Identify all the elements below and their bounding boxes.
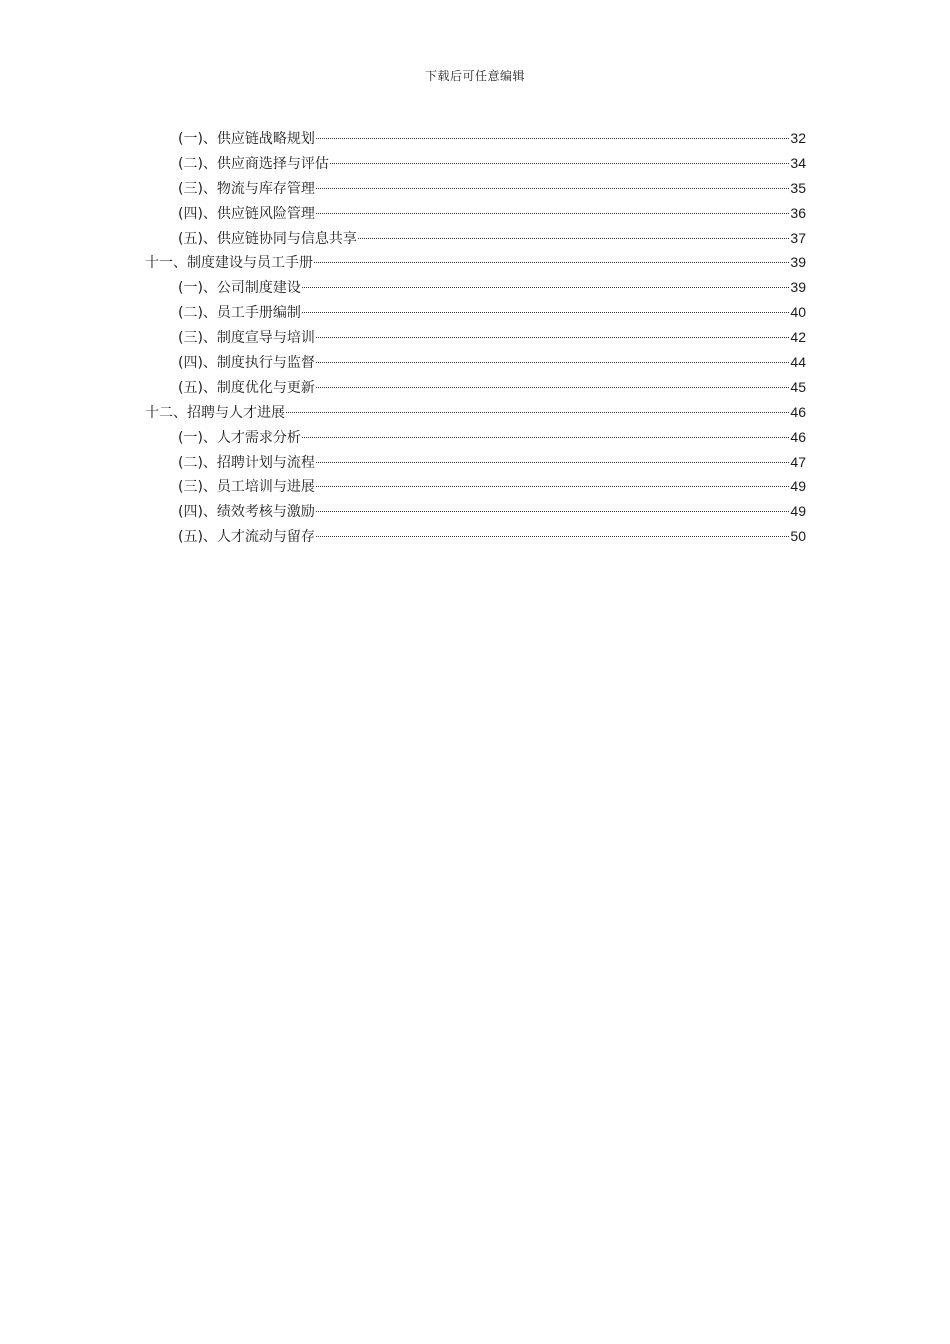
- toc-entry-title: 十二、招聘与人才进展: [145, 404, 285, 421]
- toc-entry-title: (三)、物流与库存管理: [178, 180, 315, 197]
- toc-dot-leader: [286, 412, 789, 413]
- toc-page-number: 37: [790, 229, 806, 246]
- toc-page-number: 49: [790, 478, 806, 495]
- toc-page-number: 39: [790, 254, 806, 271]
- toc-entry-title: (三)、制度宣导与培训: [178, 330, 315, 347]
- toc-page-number: 39: [790, 279, 806, 296]
- toc-dot-leader: [316, 511, 789, 512]
- toc-dot-leader: [316, 387, 789, 388]
- toc-page-number: 50: [790, 528, 806, 545]
- toc-page-number: 47: [790, 453, 806, 470]
- toc-entry[interactable]: [145, 126, 806, 151]
- toc-dot-leader: [302, 312, 789, 313]
- toc-entry-title: (五)、人才流动与留存: [178, 529, 315, 546]
- toc-entry-title: (一)、供应链战略规划: [178, 131, 315, 147]
- toc-dot-leader: [302, 437, 789, 438]
- toc-chapter-entry[interactable]: [145, 400, 806, 425]
- toc-entry-title: (一)、人才需求分析: [178, 429, 301, 446]
- toc-page-number: 46: [790, 403, 806, 420]
- toc-page-number: 42: [790, 329, 806, 346]
- toc-page-number: 40: [790, 304, 806, 321]
- toc-entry[interactable]: [145, 300, 806, 325]
- toc-entry[interactable]: [145, 350, 806, 375]
- toc-dot-leader: [316, 138, 789, 139]
- toc-entry[interactable]: [145, 275, 806, 300]
- toc-entry[interactable]: [145, 325, 806, 350]
- toc-dot-leader: [316, 462, 789, 463]
- toc-entry-title: (四)、供应链风险管理: [178, 205, 315, 222]
- toc-page-number: 49: [790, 503, 806, 520]
- toc-entry-title: (一)、公司制度建设: [178, 280, 301, 297]
- toc-entry[interactable]: [145, 176, 806, 201]
- toc-dot-leader: [316, 486, 789, 487]
- toc-dot-leader: [302, 287, 789, 288]
- toc-entry-title: 十一、制度建设与员工手册: [145, 255, 313, 272]
- toc-entry-title: (五)、制度优化与更新: [178, 379, 315, 396]
- toc-entry[interactable]: [145, 474, 806, 499]
- toc-entry[interactable]: [145, 151, 806, 176]
- toc-dot-leader: [358, 238, 789, 239]
- toc-page-number: 32: [790, 130, 806, 146]
- toc-entry-title: (二)、招聘计划与流程: [178, 454, 315, 471]
- toc-page-number: 36: [790, 204, 806, 221]
- toc-entry[interactable]: [145, 226, 806, 251]
- toc-dot-leader: [316, 213, 789, 214]
- toc-entry[interactable]: [145, 425, 806, 450]
- toc-page-number: 45: [790, 378, 806, 395]
- table-of-contents: [145, 126, 806, 549]
- toc-entry[interactable]: [145, 201, 806, 226]
- toc-entry-title: (三)、员工培训与进展: [178, 479, 315, 496]
- toc-entry-title: (二)、员工手册编制: [178, 305, 301, 322]
- toc-entry[interactable]: [145, 524, 806, 549]
- toc-page-number: 44: [790, 354, 806, 371]
- toc-entry-title: (四)、制度执行与监督: [178, 355, 315, 372]
- toc-entry[interactable]: [145, 450, 806, 475]
- toc-dot-leader: [316, 188, 789, 189]
- toc-dot-leader: [316, 337, 789, 338]
- toc-dot-leader: [316, 536, 789, 537]
- toc-page-number: 34: [790, 154, 806, 171]
- toc-entry[interactable]: [145, 375, 806, 400]
- toc-dot-leader: [314, 262, 789, 263]
- toc-entry-title: (五)、供应链协同与信息共享: [178, 230, 357, 247]
- toc-dot-leader: [330, 163, 789, 164]
- toc-dot-leader: [316, 362, 789, 363]
- toc-chapter-entry[interactable]: [145, 250, 806, 275]
- toc-entry-title: (二)、供应商选择与评估: [178, 155, 329, 172]
- toc-entry[interactable]: [145, 499, 806, 524]
- toc-page-number: 35: [790, 179, 806, 196]
- toc-entry-title: (四)、绩效考核与激励: [178, 504, 315, 521]
- page-header: 下载后可任意编辑: [424, 69, 525, 83]
- toc-page-number: 46: [790, 428, 806, 445]
